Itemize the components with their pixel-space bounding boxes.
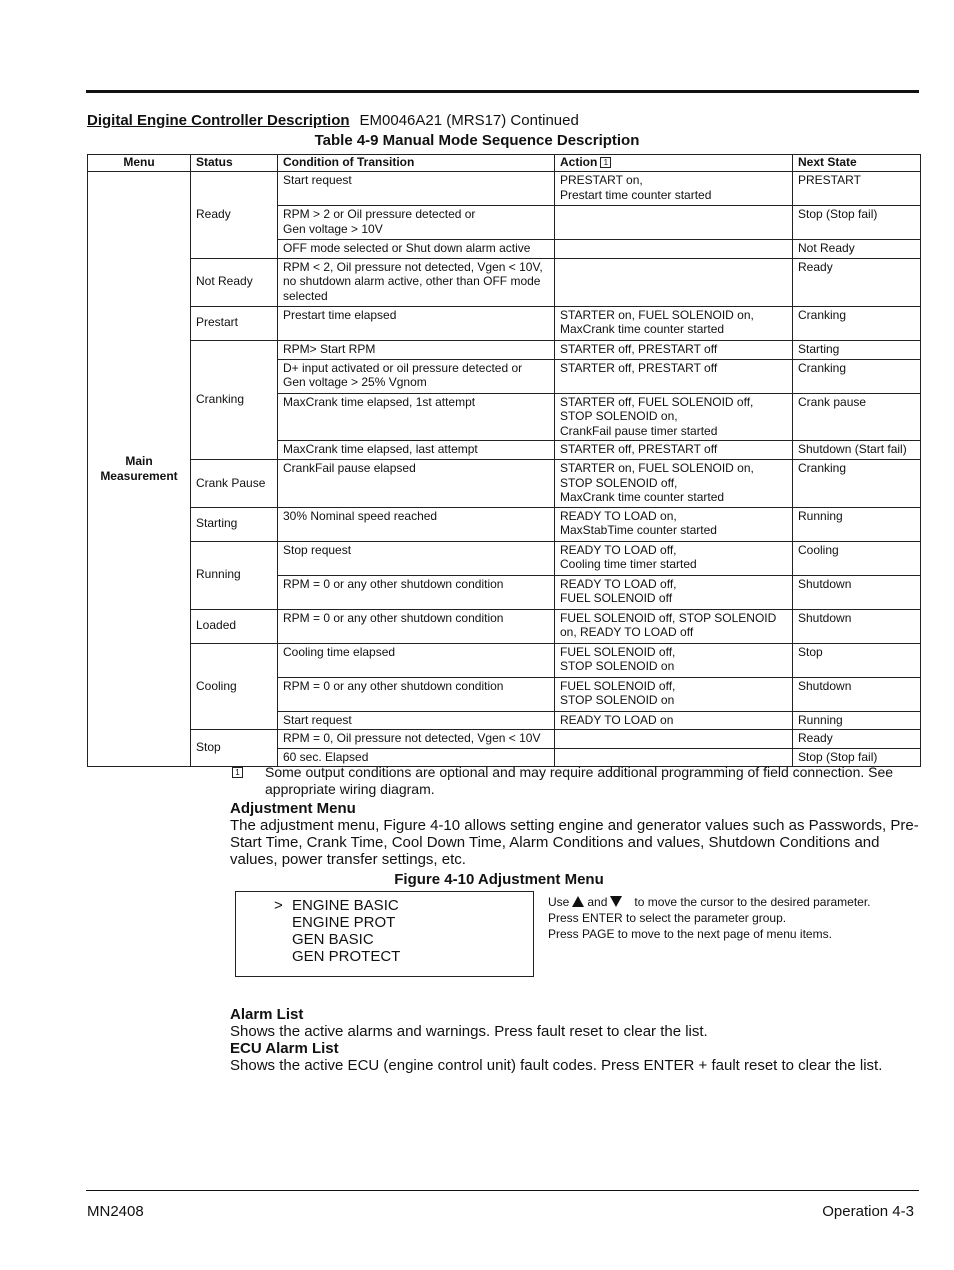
next-state-cell: Running	[793, 711, 921, 730]
next-state-cell: Starting	[793, 340, 921, 359]
condition-cell	[278, 609, 555, 643]
ecu-alarm-list-text: Shows the active ECU (engine control unit) fault codes. Press ENTER + fault reset to clear the list.	[230, 1057, 883, 1074]
action-cell	[555, 206, 793, 240]
condition-line: 60 sec. Elapsed	[283, 749, 369, 764]
condition-cell	[278, 393, 555, 441]
action-line: READY TO LOAD on,	[560, 508, 677, 523]
footer-page-label: Operation 4-3	[822, 1203, 914, 1220]
condition-cell	[278, 172, 555, 206]
menu-cell-line: Main	[125, 454, 153, 468]
condition-line: Cooling time elapsed	[283, 644, 396, 659]
action-line: STOP SOLENOID off,	[560, 475, 678, 490]
instruction-line: Press PAGE to move to the next page of menu items.	[548, 927, 832, 941]
next-state-cell: Ready	[793, 730, 921, 749]
table-row	[88, 609, 921, 643]
status-cell: Not Ready	[191, 258, 278, 306]
menu-instructions	[548, 894, 918, 942]
action-cell	[555, 541, 793, 575]
status-cell: Cranking	[191, 340, 278, 460]
status-cell: Running	[191, 541, 278, 609]
action-line: MaxStabTime counter started	[560, 523, 717, 537]
condition-cell	[278, 441, 555, 460]
condition-line: RPM = 0 or any other shutdown condition	[283, 576, 504, 591]
adjustment-menu-text: The adjustment menu, Figure 4-10 allows setting engine and generator values such as Passwords, Pre-Start Time, Crank Time, Cool Down Time, Alarm Conditions and values, Shutdown Conditions and values, power transfer settings, etc.	[230, 817, 919, 868]
menu-item-list	[292, 897, 400, 965]
action-line: STARTER on, FUEL SOLENOID on,	[560, 461, 754, 475]
footnote-text: Some output conditions are optional and may require additional programming of field connection. See appropriate wiring diagram.	[265, 764, 894, 797]
instr-use: Use	[548, 895, 570, 909]
bottom-rule	[86, 1190, 919, 1191]
menu-item: GEN PROTECT	[292, 948, 401, 965]
status-cell: Stop	[191, 730, 278, 767]
condition-line: D+ input activated or oil pressure detected or	[283, 360, 523, 375]
action-line: STARTER off, PRESTART off	[560, 442, 718, 456]
table-row	[88, 172, 921, 206]
next-state-cell: Stop (Stop fail)	[793, 748, 921, 767]
table-row	[88, 306, 921, 340]
col-header-menu: Menu	[88, 155, 191, 172]
up-arrow-icon	[572, 896, 584, 907]
action-cell	[555, 609, 793, 643]
table-row	[88, 258, 921, 306]
action-line: READY TO LOAD off,	[560, 542, 677, 557]
action-cell	[555, 240, 793, 259]
condition-line: RPM < 2, Oil pressure not detected, Vgen < 10V,	[283, 259, 543, 274]
condition-line: Start request	[283, 712, 352, 727]
next-state-cell: Shutdown	[793, 575, 921, 609]
next-state-cell: Not Ready	[793, 240, 921, 259]
next-state-cell: Shutdown	[793, 609, 921, 643]
status-cell: Ready	[191, 172, 278, 259]
col-header-condition: Condition of Transition	[278, 155, 555, 172]
footnote-mark: 1	[600, 157, 611, 168]
condition-line: Gen voltage > 25% Vgnom	[283, 375, 427, 389]
condition-line: Prestart time elapsed	[283, 307, 397, 322]
col-header-next-state: Next State	[793, 155, 921, 172]
alarm-list-section	[230, 1006, 920, 1074]
next-state-cell: Stop (Stop fail)	[793, 206, 921, 240]
top-rule	[86, 90, 919, 93]
action-line: FUEL SOLENOID off	[560, 591, 673, 605]
action-line: PRESTART on,	[560, 173, 643, 187]
manual-mode-sequence-table	[87, 154, 921, 767]
action-line: STARTER off, PRESTART off	[560, 360, 718, 375]
condition-cell	[278, 460, 555, 508]
action-cell	[555, 677, 793, 711]
next-state-cell: Ready	[793, 258, 921, 306]
action-cell	[555, 340, 793, 359]
condition-line: 30% Nominal speed reached	[283, 508, 438, 523]
condition-line: RPM = 0 or any other shutdown condition	[283, 610, 504, 625]
action-cell	[555, 258, 793, 306]
table-row	[88, 730, 921, 749]
next-state-cell: Cooling	[793, 541, 921, 575]
condition-line: selected	[283, 288, 328, 303]
action-cell	[555, 441, 793, 460]
condition-line: OFF mode selected or Shut down alarm active	[283, 241, 531, 255]
col-header-action	[555, 155, 793, 172]
condition-line: MaxCrank time elapsed, 1st attempt	[283, 394, 476, 409]
condition-cell	[278, 575, 555, 609]
instr-and: and	[587, 895, 608, 909]
action-cell	[555, 730, 793, 749]
condition-cell	[278, 306, 555, 340]
status-cell: Prestart	[191, 306, 278, 340]
action-line: MaxCrank time counter started	[560, 322, 725, 336]
adjustment-menu-display	[235, 891, 534, 977]
alarm-list-text: Shows the active alarms and warnings. Press fault reset to clear the list.	[230, 1023, 708, 1040]
instruction-line	[548, 894, 918, 910]
col-header-status: Status	[191, 155, 278, 172]
action-cell	[555, 575, 793, 609]
status-cell: Crank Pause	[191, 460, 278, 508]
table-caption: Table 4-9 Manual Mode Sequence Description	[314, 132, 640, 149]
action-line: READY TO LOAD off,	[560, 576, 677, 591]
condition-cell	[278, 359, 555, 393]
condition-cell	[278, 258, 555, 306]
condition-line: RPM> Start RPM	[283, 341, 376, 356]
condition-line: RPM > 2 or Oil pressure detected or	[283, 207, 476, 221]
action-line: READY TO LOAD on	[560, 712, 674, 727]
action-line: MaxCrank time counter started	[560, 490, 725, 504]
next-state-cell: Cranking	[793, 460, 921, 508]
table-header-row	[88, 155, 921, 172]
condition-cell	[278, 711, 555, 730]
adjustment-menu-section	[230, 800, 920, 868]
status-cell: Loaded	[191, 609, 278, 643]
table-row	[88, 340, 921, 359]
ecu-alarm-list-heading: ECU Alarm List	[230, 1040, 339, 1057]
status-cell: Starting	[191, 507, 278, 541]
menu-cell	[88, 172, 191, 767]
condition-cell	[278, 643, 555, 677]
action-cell	[555, 643, 793, 677]
action-line: CrankFail pause timer started	[560, 423, 718, 438]
footnote-mark: 1	[232, 767, 243, 778]
condition-line: RPM = 0 or any other shutdown condition	[283, 678, 504, 693]
condition-cell	[278, 206, 555, 240]
adjustment-menu-heading: Adjustment Menu	[230, 800, 356, 817]
condition-line: CrankFail pause elapsed	[283, 461, 416, 475]
table-row	[88, 643, 921, 677]
table-row	[88, 507, 921, 541]
menu-item: GEN BASIC	[292, 931, 374, 948]
action-line: FUEL SOLENOID off,	[560, 678, 676, 693]
next-state-cell: Cranking	[793, 359, 921, 393]
table-row	[88, 460, 921, 508]
action-line: FUEL SOLENOID off, STOP SOLENOID	[560, 610, 777, 625]
condition-cell	[278, 240, 555, 259]
menu-cursor: >	[274, 897, 283, 914]
next-state-cell: Crank pause	[793, 393, 921, 441]
action-line: FUEL SOLENOID off,	[560, 644, 676, 659]
condition-line: Stop request	[283, 542, 352, 557]
condition-cell	[278, 340, 555, 359]
condition-cell	[278, 507, 555, 541]
alarm-list-heading: Alarm List	[230, 1006, 304, 1023]
action-line: STARTER off, PRESTART off	[560, 341, 718, 356]
next-state-cell: PRESTART	[793, 172, 921, 206]
down-arrow-icon	[610, 896, 622, 907]
instruction-line: Press ENTER to select the parameter group.	[548, 911, 787, 925]
menu-item: ENGINE PROT	[292, 914, 396, 931]
action-cell	[555, 393, 793, 441]
doc-id: EM0046A21 (MRS17) Continued	[359, 112, 579, 129]
action-cell	[555, 172, 793, 206]
col-header-action-label: Action	[560, 155, 598, 169]
footer-doc-number: MN2408	[87, 1203, 144, 1220]
figure-caption: Figure 4-10 Adjustment Menu	[394, 871, 604, 888]
condition-cell	[278, 541, 555, 575]
action-line: Cooling time timer started	[560, 557, 697, 571]
section-header	[87, 112, 579, 129]
condition-line: MaxCrank time elapsed, last attempt	[283, 442, 478, 456]
next-state-cell: Running	[793, 507, 921, 541]
status-cell: Cooling	[191, 643, 278, 730]
table-row	[88, 541, 921, 575]
next-state-cell: Shutdown	[793, 677, 921, 711]
action-cell	[555, 359, 793, 393]
condition-line: Start request	[283, 173, 352, 187]
action-line: on, READY TO LOAD off	[560, 625, 694, 639]
action-line: STOP SOLENOID on	[560, 693, 675, 707]
menu-item: ENGINE BASIC	[292, 897, 399, 914]
action-cell	[555, 306, 793, 340]
condition-cell	[278, 677, 555, 711]
next-state-cell: Shutdown (Start fail)	[793, 441, 921, 460]
condition-line: no shutdown alarm active, other than OFF mode	[283, 274, 541, 288]
condition-line: Gen voltage > 10V	[283, 221, 383, 236]
action-line: STOP SOLENOID on,	[560, 409, 678, 423]
section-title: Digital Engine Controller Description	[87, 112, 350, 129]
action-line: Prestart time counter started	[560, 187, 712, 202]
condition-line: RPM = 0, Oil pressure not detected, Vgen < 10V	[283, 731, 541, 745]
instr-move: to move the cursor to the desired parameter.	[634, 895, 871, 909]
action-line: STOP SOLENOID on	[560, 659, 675, 673]
next-state-cell: Stop	[793, 643, 921, 677]
condition-cell	[278, 730, 555, 749]
action-line: STARTER on, FUEL SOLENOID on,	[560, 307, 754, 322]
action-line: STARTER off, FUEL SOLENOID off,	[560, 394, 754, 409]
table-footnote	[230, 764, 920, 798]
action-cell	[555, 460, 793, 508]
action-cell	[555, 507, 793, 541]
action-cell	[555, 711, 793, 730]
menu-cell-line: Measurement	[100, 468, 178, 483]
next-state-cell: Cranking	[793, 306, 921, 340]
